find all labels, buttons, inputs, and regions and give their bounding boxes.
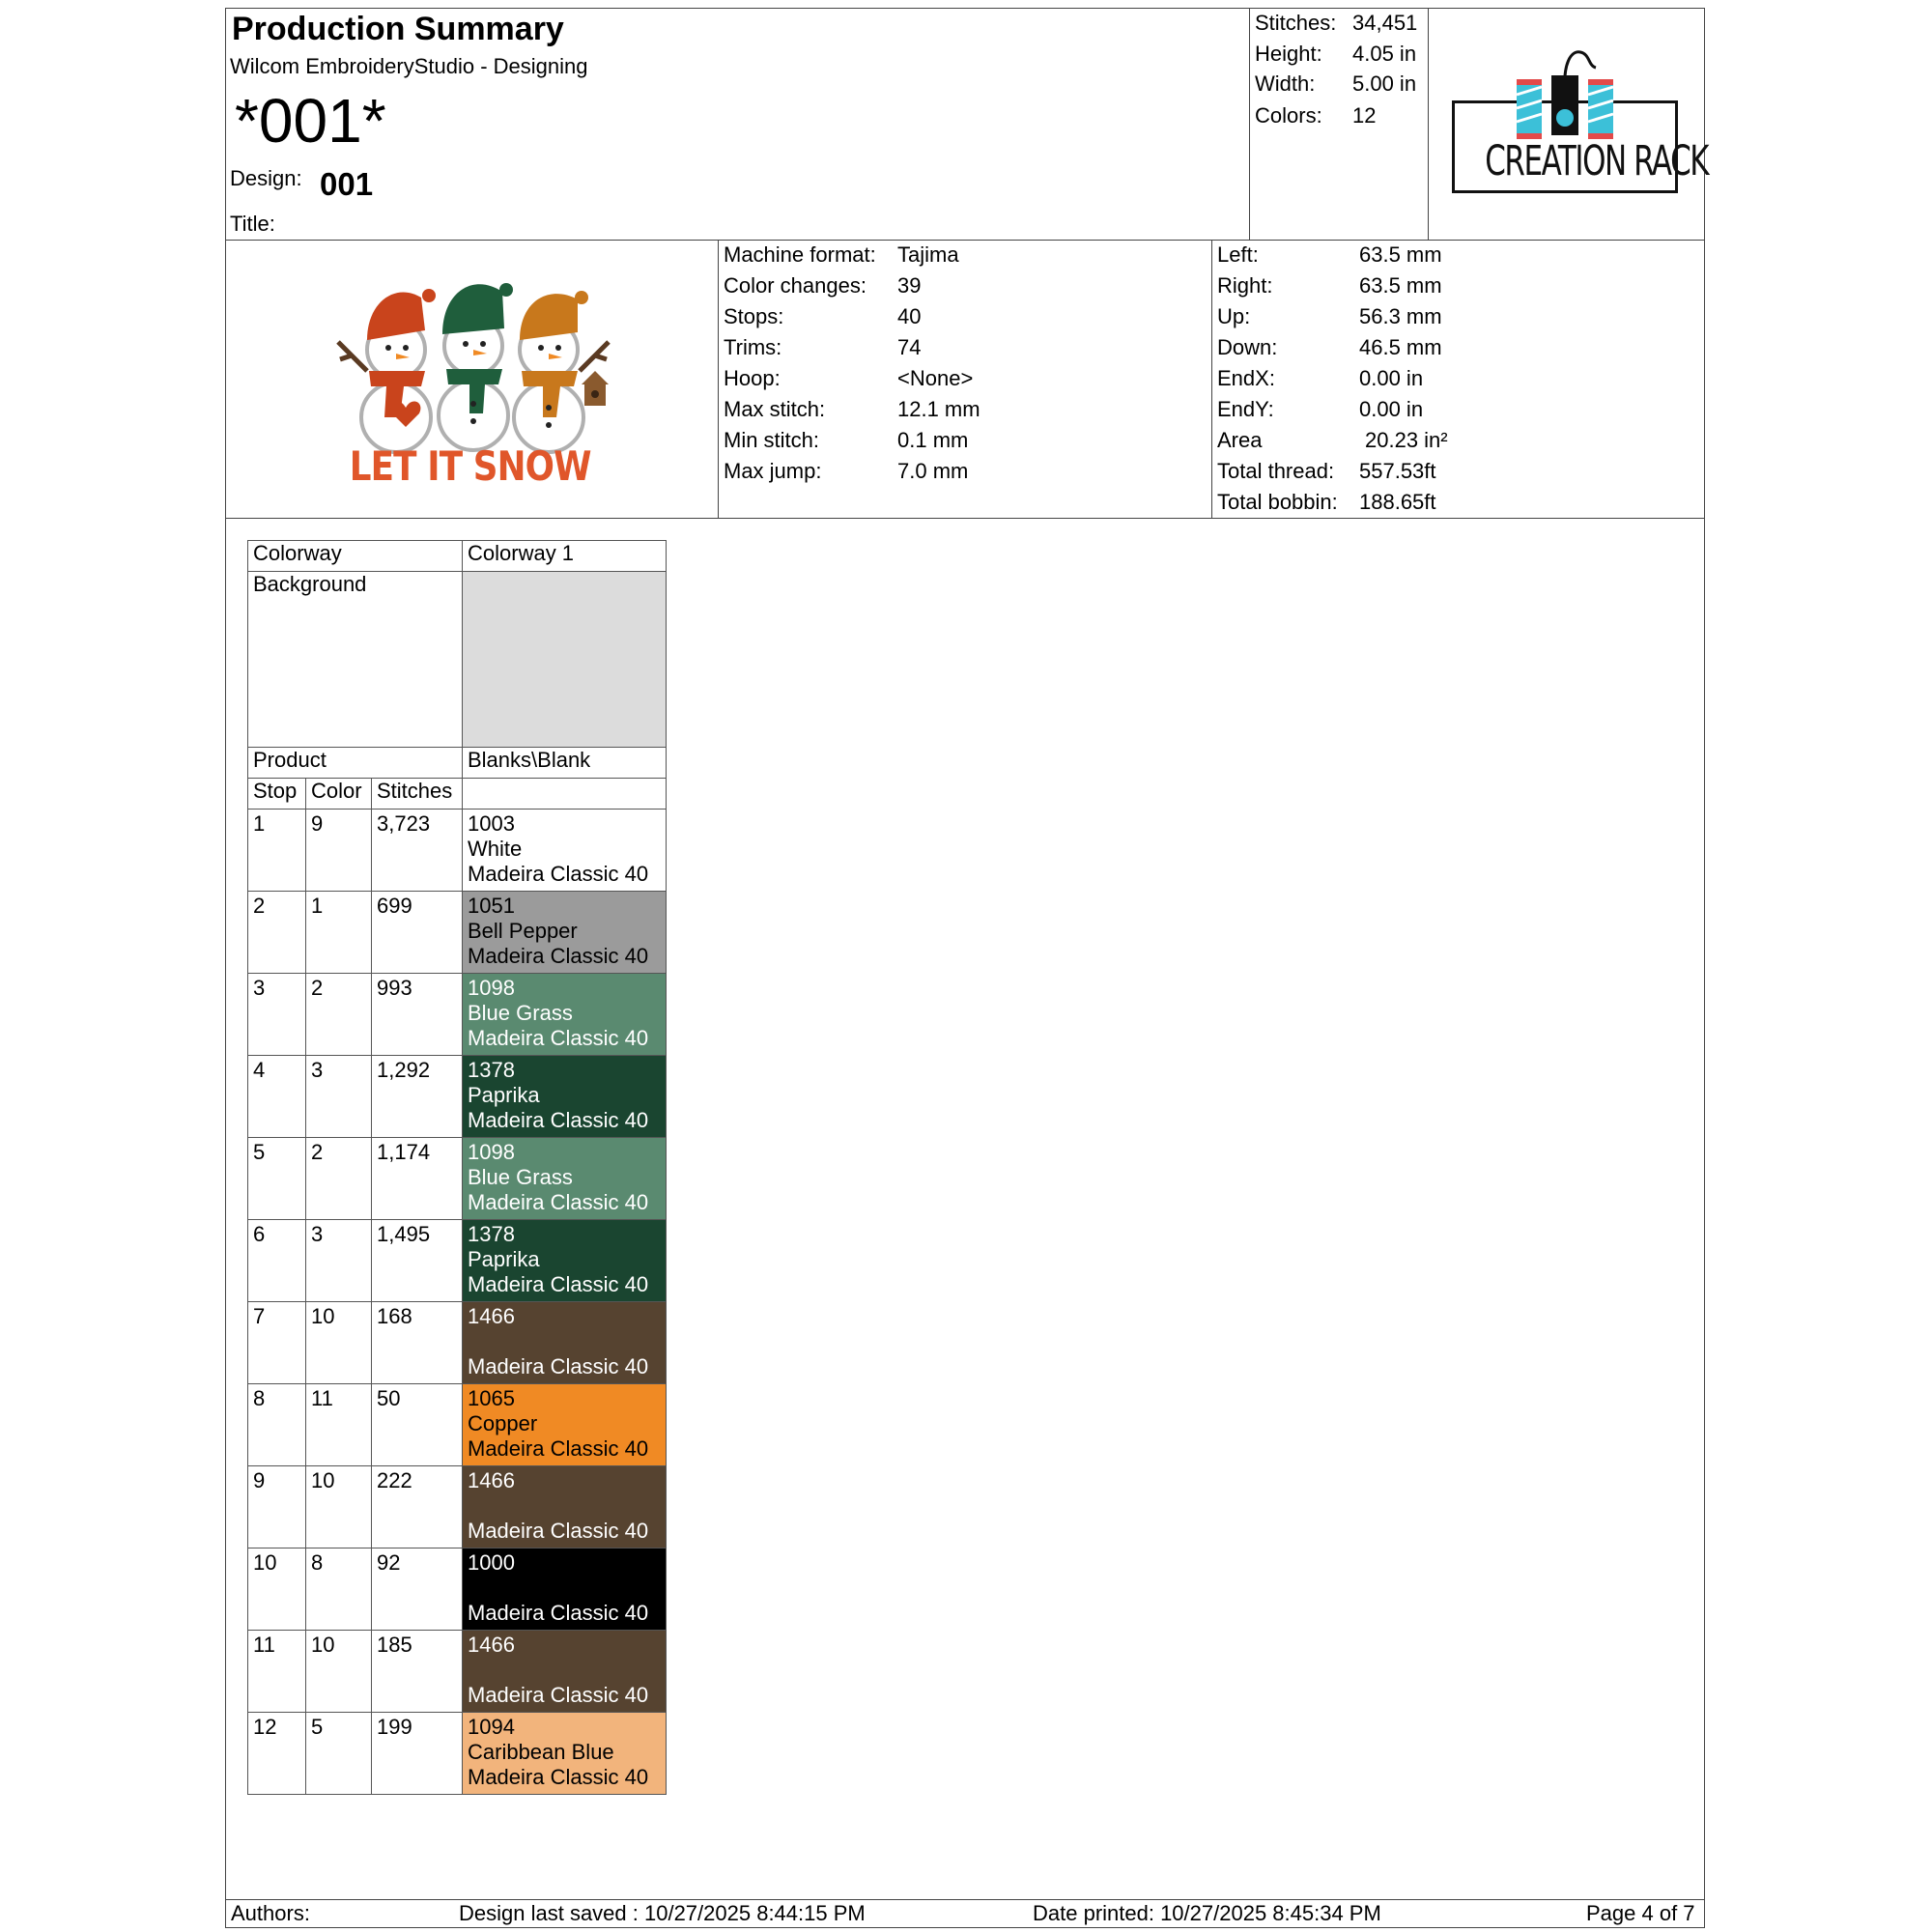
min-stitch-value: 0.1 mm bbox=[897, 428, 969, 452]
preview-divider bbox=[718, 240, 719, 519]
column-header-row bbox=[248, 779, 667, 810]
table-row bbox=[248, 1548, 667, 1631]
design-label: Design: bbox=[230, 166, 302, 190]
colorway-label: Colorway bbox=[248, 541, 463, 572]
color-cell: 5 bbox=[306, 1713, 372, 1795]
thread-swatch-cell bbox=[463, 1466, 667, 1548]
down-value: 46.5 mm bbox=[1359, 335, 1442, 359]
color-cell: 3 bbox=[306, 1056, 372, 1138]
stop-cell: 2 bbox=[248, 892, 306, 974]
thread-code: 1098 bbox=[468, 1140, 515, 1164]
stop-cell: 4 bbox=[248, 1056, 306, 1138]
color-cell: 2 bbox=[306, 974, 372, 1056]
width-label: Width: bbox=[1255, 71, 1316, 96]
stitches-cell: 92 bbox=[372, 1548, 463, 1631]
thread-brand: Madeira Classic 40 bbox=[468, 1272, 649, 1296]
table-row bbox=[248, 1302, 667, 1384]
max-stitch-label: Max stitch: bbox=[724, 397, 826, 421]
thread-swatch-cell bbox=[463, 810, 667, 892]
thread-name: Bell Pepper bbox=[468, 919, 578, 943]
hoop-value: <None> bbox=[897, 366, 974, 390]
thread-swatch-cell bbox=[463, 1631, 667, 1713]
thread-swatch-cell bbox=[463, 1302, 667, 1384]
trims-value: 74 bbox=[897, 335, 922, 359]
summary-left-divider bbox=[1249, 8, 1250, 241]
thread-name bbox=[468, 1658, 661, 1683]
down-label: Down: bbox=[1217, 335, 1278, 359]
table-row bbox=[248, 1631, 667, 1713]
stitches-column-header: Stitches bbox=[372, 779, 463, 810]
thread-brand: Madeira Classic 40 bbox=[468, 1683, 649, 1707]
thread-brand: Madeira Classic 40 bbox=[468, 944, 649, 968]
logo-wordmark: CREATION RACK bbox=[1485, 137, 1709, 185]
thread-code: 1466 bbox=[468, 1304, 515, 1328]
colorway-header-row bbox=[248, 541, 667, 572]
table-row bbox=[248, 1466, 667, 1548]
total-thread-label: Total thread: bbox=[1217, 459, 1335, 483]
thread-code: 1094 bbox=[468, 1715, 515, 1739]
thread-code: 1065 bbox=[468, 1386, 515, 1410]
stops-value: 40 bbox=[897, 304, 922, 328]
thread-swatch-cell bbox=[463, 974, 667, 1056]
stop-cell: 11 bbox=[248, 1631, 306, 1713]
thread-brand: Madeira Classic 40 bbox=[468, 1436, 649, 1461]
header-divider bbox=[225, 240, 1705, 241]
up-value: 56.3 mm bbox=[1359, 304, 1442, 328]
thread-brand: Madeira Classic 40 bbox=[468, 1765, 649, 1789]
table-row bbox=[248, 892, 667, 974]
details-divider bbox=[225, 518, 1705, 519]
thread-name: Copper bbox=[468, 1411, 538, 1435]
thread-column-header bbox=[463, 779, 667, 810]
thread-spools-needle-icon bbox=[1507, 44, 1623, 141]
color-cell: 10 bbox=[306, 1302, 372, 1384]
thread-code: 1000 bbox=[468, 1550, 515, 1575]
summary-right-divider bbox=[1428, 8, 1429, 241]
color-cell: 10 bbox=[306, 1631, 372, 1713]
thread-brand: Madeira Classic 40 bbox=[468, 1601, 649, 1625]
trims-label: Trims: bbox=[724, 335, 782, 359]
stop-cell: 7 bbox=[248, 1302, 306, 1384]
thread-swatch-cell bbox=[463, 1138, 667, 1220]
color-cell: 9 bbox=[306, 810, 372, 892]
area-value: 20.23 in² bbox=[1365, 428, 1448, 452]
product-value: Blanks\Blank bbox=[463, 748, 667, 779]
stop-cell: 12 bbox=[248, 1713, 306, 1795]
stitches-cell: 1,292 bbox=[372, 1056, 463, 1138]
thread-code: 1466 bbox=[468, 1633, 515, 1657]
total-bobbin-value: 188.65ft bbox=[1359, 490, 1436, 514]
thread-code: 1466 bbox=[468, 1468, 515, 1492]
thread-brand: Madeira Classic 40 bbox=[468, 1108, 649, 1132]
table-row bbox=[248, 1713, 667, 1795]
preview-caption: LET IT SNOW bbox=[349, 442, 591, 490]
stops-label: Stops: bbox=[724, 304, 784, 328]
stop-cell: 6 bbox=[248, 1220, 306, 1302]
thread-name bbox=[468, 1493, 661, 1519]
thread-code: 1098 bbox=[468, 976, 515, 1000]
thread-code: 1051 bbox=[468, 894, 515, 918]
table-row bbox=[248, 1056, 667, 1138]
table-row bbox=[248, 1220, 667, 1302]
thread-code: 1003 bbox=[468, 811, 515, 836]
machine-divider bbox=[1211, 240, 1212, 519]
stitches-cell: 993 bbox=[372, 974, 463, 1056]
stop-cell: 5 bbox=[248, 1138, 306, 1220]
thread-swatch-cell bbox=[463, 1056, 667, 1138]
color-cell: 1 bbox=[306, 892, 372, 974]
thread-code: 1378 bbox=[468, 1058, 515, 1082]
height-label: Height: bbox=[1255, 42, 1322, 66]
right-label: Right: bbox=[1217, 273, 1273, 298]
title-label: Title: bbox=[230, 212, 275, 236]
endy-value: 0.00 in bbox=[1359, 397, 1424, 421]
stitches-cell: 199 bbox=[372, 1713, 463, 1795]
background-swatch bbox=[463, 572, 667, 748]
color-changes-value: 39 bbox=[897, 273, 922, 298]
stop-cell: 1 bbox=[248, 810, 306, 892]
thread-brand: Madeira Classic 40 bbox=[468, 862, 649, 886]
hoop-label: Hoop: bbox=[724, 366, 781, 390]
machine-format-value: Tajima bbox=[897, 242, 959, 267]
stop-cell: 9 bbox=[248, 1466, 306, 1548]
software-name: Wilcom EmbroideryStudio - Designing bbox=[230, 54, 588, 78]
stitches-cell: 1,174 bbox=[372, 1138, 463, 1220]
endx-value: 0.00 in bbox=[1359, 366, 1424, 390]
table-row bbox=[248, 1384, 667, 1466]
stitches-cell: 50 bbox=[372, 1384, 463, 1466]
thread-brand: Madeira Classic 40 bbox=[468, 1519, 649, 1543]
last-saved: Design last saved : 10/27/2025 8:44:15 PM bbox=[459, 1901, 866, 1925]
color-cell: 2 bbox=[306, 1138, 372, 1220]
design-display-name: *001* bbox=[235, 86, 386, 156]
stitches-cell: 3,723 bbox=[372, 810, 463, 892]
left-label: Left: bbox=[1217, 242, 1259, 267]
product-label: Product bbox=[248, 748, 463, 779]
up-label: Up: bbox=[1217, 304, 1251, 328]
left-value: 63.5 mm bbox=[1359, 242, 1442, 267]
thread-brand: Madeira Classic 40 bbox=[468, 1026, 649, 1050]
thread-brand: Madeira Classic 40 bbox=[468, 1190, 649, 1214]
min-stitch-label: Min stitch: bbox=[724, 428, 820, 452]
stitches-cell: 222 bbox=[372, 1466, 463, 1548]
max-jump-value: 7.0 mm bbox=[897, 459, 969, 483]
thread-swatch-cell bbox=[463, 1548, 667, 1631]
thread-name: Paprika bbox=[468, 1247, 540, 1271]
stitches-label: Stitches: bbox=[1255, 11, 1337, 35]
stop-cell: 3 bbox=[248, 974, 306, 1056]
color-cell: 10 bbox=[306, 1466, 372, 1548]
max-jump-label: Max jump: bbox=[724, 459, 822, 483]
area-label: Area bbox=[1217, 428, 1263, 452]
table-row bbox=[248, 974, 667, 1056]
endx-label: EndX: bbox=[1217, 366, 1275, 390]
stitches-cell: 1,495 bbox=[372, 1220, 463, 1302]
thread-name: Blue Grass bbox=[468, 1001, 573, 1025]
color-cell: 3 bbox=[306, 1220, 372, 1302]
date-printed: Date printed: 10/27/2025 8:45:34 PM bbox=[1033, 1901, 1381, 1925]
max-stitch-value: 12.1 mm bbox=[897, 397, 980, 421]
color-column-header: Color bbox=[306, 779, 372, 810]
thread-code: 1378 bbox=[468, 1222, 515, 1246]
product-row bbox=[248, 748, 667, 779]
thread-brand: Madeira Classic 40 bbox=[468, 1354, 649, 1378]
thread-name: White bbox=[468, 837, 523, 861]
stop-column-header: Stop bbox=[248, 779, 306, 810]
thread-swatch-cell bbox=[463, 892, 667, 974]
total-thread-value: 557.53ft bbox=[1359, 459, 1436, 483]
thread-name: Caribbean Blue bbox=[468, 1740, 614, 1764]
color-changes-label: Color changes: bbox=[724, 273, 867, 298]
right-value: 63.5 mm bbox=[1359, 273, 1442, 298]
thread-swatch-cell bbox=[463, 1713, 667, 1795]
machine-format-label: Machine format: bbox=[724, 242, 876, 267]
thread-name: Blue Grass bbox=[468, 1165, 573, 1189]
stitches-cell: 699 bbox=[372, 892, 463, 974]
thread-name bbox=[468, 1576, 661, 1601]
authors-label: Authors: bbox=[231, 1901, 310, 1925]
table-row bbox=[248, 1138, 667, 1220]
thread-swatch-cell bbox=[463, 1220, 667, 1302]
width-value: 5.00 in bbox=[1352, 71, 1417, 96]
page-title: Production Summary bbox=[232, 11, 564, 47]
color-cell: 8 bbox=[306, 1548, 372, 1631]
colorway-name: Colorway 1 bbox=[463, 541, 667, 572]
background-row bbox=[248, 572, 667, 748]
colors-label: Colors: bbox=[1255, 103, 1322, 128]
stitches-cell: 185 bbox=[372, 1631, 463, 1713]
design-value: 001 bbox=[320, 166, 374, 202]
thread-swatch-cell bbox=[463, 1384, 667, 1466]
endy-label: EndY: bbox=[1217, 397, 1274, 421]
thread-name: Paprika bbox=[468, 1083, 540, 1107]
colorway-table bbox=[247, 540, 667, 1795]
table-row bbox=[248, 810, 667, 892]
background-label: Background bbox=[248, 572, 463, 748]
stitches-cell: 168 bbox=[372, 1302, 463, 1384]
height-value: 4.05 in bbox=[1352, 42, 1417, 66]
colors-value: 12 bbox=[1352, 103, 1377, 128]
stop-cell: 8 bbox=[248, 1384, 306, 1466]
three-snowmen-image bbox=[328, 263, 618, 456]
footer-divider bbox=[225, 1899, 1705, 1900]
thread-name bbox=[468, 1329, 661, 1354]
color-cell: 11 bbox=[306, 1384, 372, 1466]
stitches-value: 34,451 bbox=[1352, 11, 1418, 35]
total-bobbin-label: Total bobbin: bbox=[1217, 490, 1338, 514]
stop-cell: 10 bbox=[248, 1548, 306, 1631]
page-number: Page 4 of 7 bbox=[1586, 1901, 1695, 1925]
